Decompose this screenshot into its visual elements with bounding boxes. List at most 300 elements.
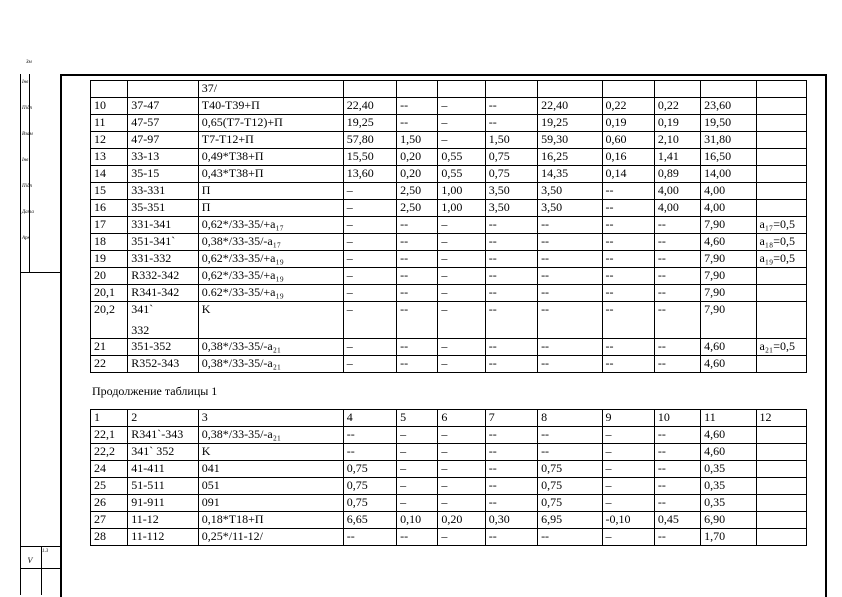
table-cell: 0,35 [701, 478, 756, 495]
side-label: Взам [22, 132, 33, 137]
table-row [91, 339, 807, 356]
table-cell: -- [485, 268, 537, 285]
side-label: Підп [22, 184, 33, 189]
table-cell: 3,50 [538, 200, 602, 217]
table-cell: 11-12 [128, 512, 198, 529]
table-cell: – [438, 444, 485, 461]
table-row [91, 166, 807, 183]
table-cell: 24 [91, 461, 128, 478]
table-row [91, 512, 807, 529]
table-cell: 0,55 [438, 149, 485, 166]
table-cell: 4,60 [701, 234, 756, 251]
table-cell [756, 478, 806, 495]
table-cell [756, 356, 806, 373]
table-cell: -- [485, 217, 537, 234]
table-row [91, 302, 807, 339]
table-cell: 37/ [198, 81, 343, 98]
table-cell: – [438, 251, 485, 268]
table-cell: -- [485, 251, 537, 268]
table-row [91, 427, 807, 444]
table-row [91, 200, 807, 217]
table-cell: -- [602, 285, 654, 302]
table-row [91, 461, 807, 478]
table-cell: 0,38*/33-35/-a₂₁ [198, 427, 343, 444]
table-cell: -- [654, 461, 700, 478]
table-cell [756, 81, 806, 98]
table-cell [397, 81, 438, 98]
table-cell: – [343, 356, 396, 373]
table-cell: – [343, 285, 396, 302]
table-cell: -- [654, 495, 700, 512]
table-cell [654, 81, 700, 98]
table-cell: – [438, 234, 485, 251]
table-cell: 14 [91, 166, 128, 183]
table-cell [756, 132, 806, 149]
table-cell: 341` 352 [128, 444, 198, 461]
table-cell: 10 [91, 98, 128, 115]
table-cell: 0,30 [485, 512, 537, 529]
cell-part: 341` [131, 302, 154, 316]
table-caption: Продолжение таблицы 1 [92, 384, 218, 398]
table-cell: 4,60 [701, 444, 756, 461]
table-cell: 11 [91, 115, 128, 132]
table-cell: 16,50 [701, 149, 756, 166]
table-cell: -- [654, 285, 700, 302]
table-cell: a₂₁=0,5 [756, 339, 806, 356]
table-cell: 4,00 [654, 183, 700, 200]
table-cell: -- [602, 268, 654, 285]
table-cell: -- [485, 478, 537, 495]
table-cell: 0,10 [397, 512, 438, 529]
table-cell: 351-352 [128, 339, 198, 356]
table-cell: -- [538, 217, 602, 234]
table-cell: 1,41 [654, 149, 700, 166]
table-cell: -- [654, 427, 700, 444]
table-cell: 351-341` [128, 234, 198, 251]
table-cell: 3,50 [485, 200, 537, 217]
table-cell: – [343, 217, 396, 234]
table-cell: -- [397, 285, 438, 302]
table-cell: 4,60 [701, 339, 756, 356]
table-cell: – [343, 339, 396, 356]
table-cell [91, 81, 128, 98]
table-cell: -- [397, 234, 438, 251]
table-cell: 47-57 [128, 115, 198, 132]
table-cell: 1,50 [397, 132, 438, 149]
table-cell: -- [397, 217, 438, 234]
table-cell: 2,50 [397, 200, 438, 217]
table-cell: 4 [343, 410, 396, 427]
side-label: Дата [22, 210, 34, 215]
table-cell: – [343, 183, 396, 200]
table-cell [756, 115, 806, 132]
table-cell: -- [654, 356, 700, 373]
table-cell: 331-341 [128, 217, 198, 234]
table-row [91, 285, 807, 302]
table-cell [756, 166, 806, 183]
cell-part: 332 [131, 323, 150, 337]
table-cell: 5 [397, 410, 438, 427]
side-value: V [27, 556, 33, 565]
table-cell: 22,40 [343, 98, 396, 115]
table-cell: – [438, 339, 485, 356]
table-cell: 22,2 [91, 444, 128, 461]
table-row [91, 217, 807, 234]
table-cell: K [198, 302, 343, 339]
table-cell: 0,20 [397, 149, 438, 166]
table-cell: 19,25 [538, 115, 602, 132]
table-cell: -- [343, 427, 396, 444]
table-cell: 11 [701, 410, 756, 427]
table-row [91, 268, 807, 285]
table-cell: 0,22 [654, 98, 700, 115]
table-cell: – [397, 444, 438, 461]
table-cell: 2,50 [397, 183, 438, 200]
table-cell [756, 529, 806, 546]
table-cell: -- [654, 251, 700, 268]
table-cell [128, 81, 198, 98]
table-cell: 7,90 [701, 217, 756, 234]
table-cell: 0,55 [438, 166, 485, 183]
table-cell: R352-343 [128, 356, 198, 373]
table-cell [756, 302, 806, 339]
table-cell: 0,75 [538, 461, 602, 478]
table-cell: 0,89 [654, 166, 700, 183]
table-cell: – [438, 461, 485, 478]
side-divider [21, 272, 61, 273]
table-cell: -- [485, 529, 537, 546]
table-cell: – [343, 268, 396, 285]
table-cell: 1 [91, 410, 128, 427]
table-cell: 0,38*/33-35/-a₁₇ [198, 234, 343, 251]
table-cell: 0,35 [701, 495, 756, 512]
table-cell: 11-112 [128, 529, 198, 546]
table-cell: 1,70 [701, 529, 756, 546]
side-stamp [20, 74, 61, 595]
table-cell: – [602, 529, 654, 546]
table-row [91, 98, 807, 115]
table-cell: -- [602, 217, 654, 234]
table-cell: 31,80 [701, 132, 756, 149]
table-cell [756, 200, 806, 217]
table-cell: R332-342 [128, 268, 198, 285]
table-cell: 0,62*/33-35/+a₁₉ [198, 268, 343, 285]
table-cell: – [602, 495, 654, 512]
corner-mark: Зм [26, 60, 32, 65]
table-cell [756, 268, 806, 285]
table-cell: 3,50 [485, 183, 537, 200]
table-cell: 25 [91, 478, 128, 495]
table-cell: 0,75 [485, 149, 537, 166]
table-cell: 0,19 [602, 115, 654, 132]
table-row [91, 183, 807, 200]
table-cell [756, 183, 806, 200]
table-cell: 37-47 [128, 98, 198, 115]
table-cell: -- [485, 234, 537, 251]
table-cell: 0,18*T18+П [198, 512, 343, 529]
table-cell: 22,40 [538, 98, 602, 115]
table-cell: 4,60 [701, 356, 756, 373]
table-cell: 19,50 [701, 115, 756, 132]
table-cell: 20,2 [91, 302, 128, 339]
table-cell: 22 [91, 356, 128, 373]
table-cell: 33-331 [128, 183, 198, 200]
table-cell: 0,62*/33-35/+a₁₉ [198, 251, 343, 268]
side-label: Підп [22, 106, 33, 111]
table-cell [602, 81, 654, 98]
table-cell: 091 [198, 495, 343, 512]
table-cell: 041 [198, 461, 343, 478]
table-cell: 0,60 [602, 132, 654, 149]
table-cell: – [602, 478, 654, 495]
table-cell: – [397, 461, 438, 478]
table-cell: -- [654, 478, 700, 495]
table-cell: -- [485, 427, 537, 444]
table-cell: 7,90 [701, 285, 756, 302]
table-cell: a₁₇=0,5 [756, 217, 806, 234]
side-code: 1.3 [42, 549, 49, 554]
table-row [91, 251, 807, 268]
table-cell: 0.62*/33-35/+a₁₉ [198, 285, 343, 302]
table-cell: 35-15 [128, 166, 198, 183]
table-cell: – [397, 427, 438, 444]
table-cell: – [438, 268, 485, 285]
table-cell: 0,45 [654, 512, 700, 529]
table-cell: -- [397, 356, 438, 373]
table-cell: R341`-343 [128, 427, 198, 444]
table-cell: -- [485, 356, 537, 373]
table-cell [756, 98, 806, 115]
table-cell: – [438, 98, 485, 115]
table-cell: -- [343, 444, 396, 461]
table-cell: 0,43*T38+П [198, 166, 343, 183]
table-cell: 16 [91, 200, 128, 217]
table-row [91, 356, 807, 373]
table-cell: 19,25 [343, 115, 396, 132]
table-cell: 7,90 [701, 251, 756, 268]
table-cell: -- [538, 529, 602, 546]
table-cell: 7 [485, 410, 537, 427]
table-cell: 14,00 [701, 166, 756, 183]
table-cell: -- [397, 529, 438, 546]
table-row [91, 132, 807, 149]
table-cell: 4,00 [701, 183, 756, 200]
table-cell: T7-T12+П [198, 132, 343, 149]
table-cell: 0,75 [343, 461, 396, 478]
table-cell: 12 [91, 132, 128, 149]
table-cell [438, 81, 485, 98]
table-cell: 51-511 [128, 478, 198, 495]
table-cell: -- [654, 529, 700, 546]
table-cell [128, 302, 198, 339]
table-cell: 0,38*/33-35/-a₂₁ [198, 356, 343, 373]
table-cell: – [438, 356, 485, 373]
table-row [91, 149, 807, 166]
table-cell: 0,38*/33-35/-a₂₁ [198, 339, 343, 356]
table-cell: -- [485, 339, 537, 356]
table-row [91, 495, 807, 512]
table-cell: -- [485, 115, 537, 132]
table-cell: 22,1 [91, 427, 128, 444]
table-cell: – [438, 115, 485, 132]
table-cell: 6,65 [343, 512, 396, 529]
table-cell: 0,19 [654, 115, 700, 132]
table-cell: – [343, 251, 396, 268]
table-cell: 0,65(T7-T12)+П [198, 115, 343, 132]
table-cell: 57,80 [343, 132, 396, 149]
table-cell: 15 [91, 183, 128, 200]
side-label: Інв [22, 80, 29, 85]
table-cell: -- [538, 444, 602, 461]
table-cell: 15,50 [343, 149, 396, 166]
table-cell: 1,00 [438, 200, 485, 217]
table-cell: -- [654, 444, 700, 461]
table-cell: П [198, 183, 343, 200]
side-divider [29, 74, 30, 272]
table-cell: 0,16 [602, 149, 654, 166]
table-cell: -- [538, 234, 602, 251]
table-cell: 0,14 [602, 166, 654, 183]
table-cell: -- [485, 98, 537, 115]
table-cell: 0,20 [397, 166, 438, 183]
table-cell: 21 [91, 339, 128, 356]
table-cell: 35-351 [128, 200, 198, 217]
table-cell: -- [485, 461, 537, 478]
table-cell [756, 149, 806, 166]
data-table-continued [90, 409, 807, 546]
table-cell: 2 [128, 410, 198, 427]
table-cell: 13 [91, 149, 128, 166]
table-cell: 6 [438, 410, 485, 427]
table-cell: -- [602, 200, 654, 217]
table-cell: – [438, 478, 485, 495]
table-cell: 9 [602, 410, 654, 427]
table-cell: – [602, 427, 654, 444]
table-cell [756, 444, 806, 461]
table-cell: – [343, 302, 396, 339]
table-cell: -0,10 [602, 512, 654, 529]
table-cell: 17 [91, 217, 128, 234]
table-cell: -- [485, 444, 537, 461]
table-cell: – [438, 285, 485, 302]
table-cell: 27 [91, 512, 128, 529]
table-cell: 91-911 [128, 495, 198, 512]
table-cell: a₁₈=0,5 [756, 234, 806, 251]
table-cell: – [397, 478, 438, 495]
table-cell: 3,50 [538, 183, 602, 200]
table-row [91, 478, 807, 495]
table-cell: 13,60 [343, 166, 396, 183]
table-cell: – [438, 427, 485, 444]
table-cell: 331-332 [128, 251, 198, 268]
table-cell: -- [397, 268, 438, 285]
table-cell: 0,75 [538, 495, 602, 512]
table-cell: 1,00 [438, 183, 485, 200]
table-cell: 20 [91, 268, 128, 285]
table-cell: -- [485, 285, 537, 302]
table-row [91, 234, 807, 251]
table-cell: -- [538, 302, 602, 339]
table-cell: 1,50 [485, 132, 537, 149]
table-cell: 7,90 [701, 268, 756, 285]
table-cell: -- [654, 268, 700, 285]
side-label: Інв [22, 158, 29, 163]
table-cell: 0,49*T38+П [198, 149, 343, 166]
table-cell: T40-T39+П [198, 98, 343, 115]
table-cell: – [343, 200, 396, 217]
table-cell: 4,60 [701, 427, 756, 444]
table-cell: 26 [91, 495, 128, 512]
table-cell [538, 81, 602, 98]
table-cell: -- [397, 115, 438, 132]
table-row [91, 529, 807, 546]
table-cell: 0,75 [538, 478, 602, 495]
table-cell [701, 81, 756, 98]
table-row [91, 444, 807, 461]
data-table-main [90, 80, 807, 373]
table-cell: 14,35 [538, 166, 602, 183]
table-cell: -- [602, 234, 654, 251]
table-cell: 0,75 [343, 495, 396, 512]
side-label: Арк [22, 236, 30, 241]
table-cell: – [397, 495, 438, 512]
table-cell: 2,10 [654, 132, 700, 149]
table-cell: K [198, 444, 343, 461]
table-cell: 0,22 [602, 98, 654, 115]
table-row [91, 115, 807, 132]
table-cell: -- [654, 302, 700, 339]
table-cell: -- [397, 98, 438, 115]
table-cell: 41-411 [128, 461, 198, 478]
table-cell [756, 495, 806, 512]
table-row [91, 410, 807, 427]
table-cell: 7,90 [701, 302, 756, 339]
table-cell: 4,00 [701, 200, 756, 217]
table-cell: 6,90 [701, 512, 756, 529]
table-cell: 20,1 [91, 285, 128, 302]
table-cell: -- [602, 356, 654, 373]
table-cell [756, 285, 806, 302]
table-cell [343, 81, 396, 98]
table-cell: -- [538, 427, 602, 444]
table-cell: 0,35 [701, 461, 756, 478]
table-cell: 0,20 [438, 512, 485, 529]
table-cell: -- [397, 339, 438, 356]
table-cell: 16,25 [538, 149, 602, 166]
table-cell: a₁₉=0,5 [756, 251, 806, 268]
table-cell [756, 461, 806, 478]
table-cell [756, 427, 806, 444]
table-cell: -- [654, 339, 700, 356]
table-cell: 3 [198, 410, 343, 427]
table-cell: -- [538, 251, 602, 268]
table-cell: 051 [198, 478, 343, 495]
table-cell: -- [397, 302, 438, 339]
table-cell: 59,30 [538, 132, 602, 149]
table-cell: – [438, 302, 485, 339]
table-cell: 0,75 [485, 166, 537, 183]
table-cell: -- [602, 251, 654, 268]
table-cell: -- [538, 268, 602, 285]
table-cell: 33-13 [128, 149, 198, 166]
table-cell: – [343, 234, 396, 251]
table-cell: 4,00 [654, 200, 700, 217]
table-cell: П [198, 200, 343, 217]
table-cell: 18 [91, 234, 128, 251]
table-cell: – [602, 444, 654, 461]
table-cell: -- [654, 217, 700, 234]
table-cell: 8 [538, 410, 602, 427]
